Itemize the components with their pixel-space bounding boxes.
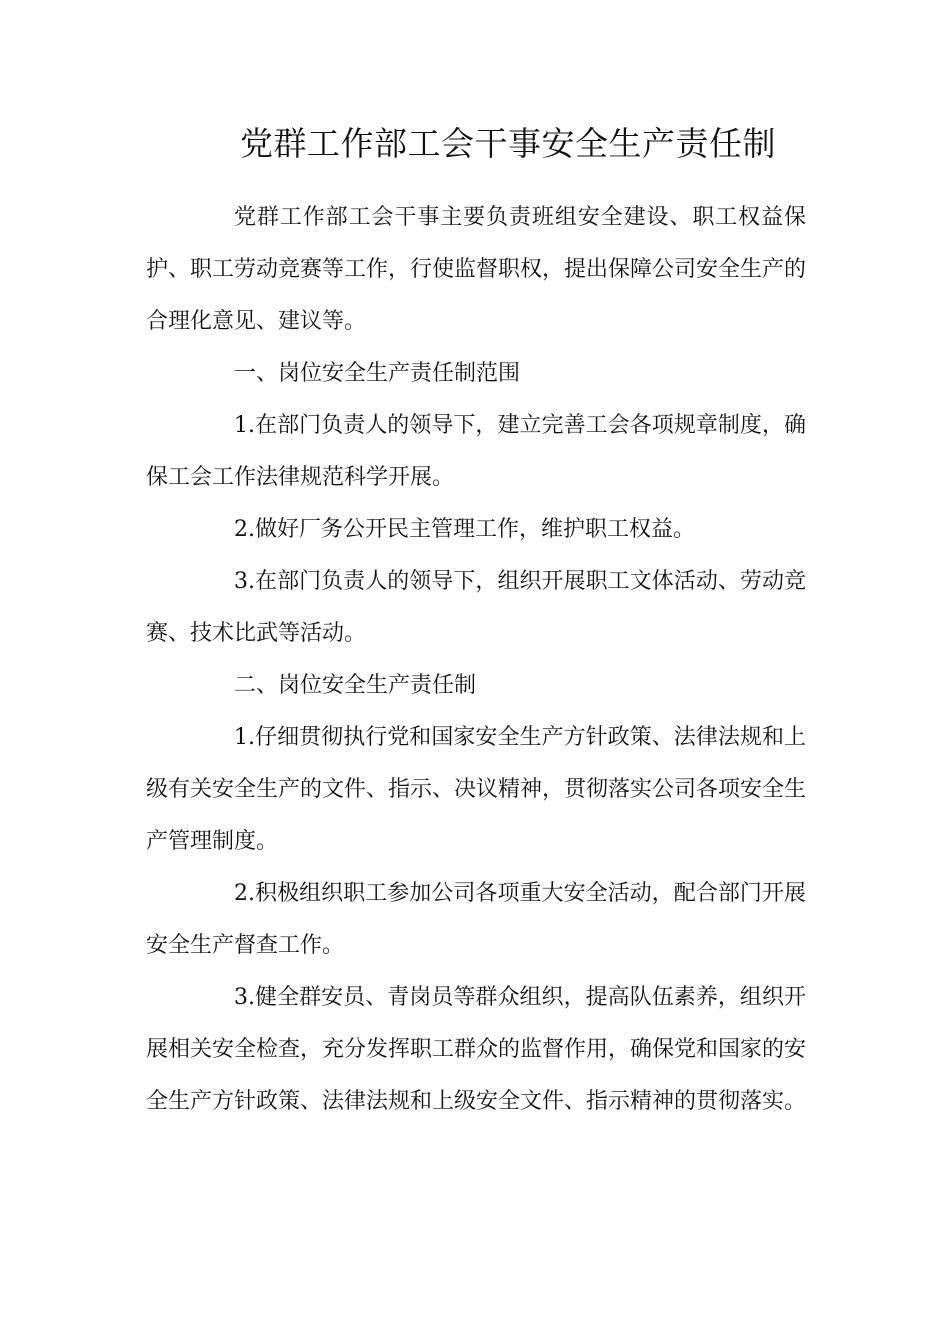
- scope-item-3: 3.在部门负责人的领导下，组织开展职工文体活动、劳动竞赛、技术比武等活动。: [146, 569, 806, 646]
- document-title: 党群工作部工会干事安全生产责任制: [240, 124, 776, 163]
- section-heading-responsibility: 二、岗位安全生产责任制: [234, 673, 477, 698]
- scope-item-2: 2.做好厂务公开民主管理工作，维护职工权益。: [234, 517, 695, 542]
- responsibility-item-3: 3.健全群安员、青岗员等群众组织，提高队伍素养，组织开展相关安全检查，充分发挥职工群众的监督作用，确保党和国家的安全生产方针政策、法律法规和上级安全文件、指示精神的贯彻落实。: [146, 985, 807, 1114]
- section-heading-scope: 一、岗位安全生产责任制范围: [234, 361, 521, 386]
- intro-paragraph: 党群工作部工会干事主要负责班组安全建设、职工权益保护、职工劳动竞赛等工作，行使监督职权，提出保障公司安全生产的合理化意见、建议等。: [146, 205, 807, 334]
- document-body: [146, 192, 806, 1128]
- scope-item-1: 1.在部门负责人的领导下，建立完善工会各项规章制度，确保工会工作法律规范科学开展。: [146, 413, 806, 490]
- responsibility-item-1: 1.仔细贯彻执行党和国家安全生产方针政策、法律法规和上级有关安全生产的文件、指示、决议精神，贯彻落实公司各项安全生产管理制度。: [146, 725, 807, 854]
- responsibility-item-2: 2.积极组织职工参加公司各项重大安全活动，配合部门开展安全生产督查工作。: [146, 881, 806, 958]
